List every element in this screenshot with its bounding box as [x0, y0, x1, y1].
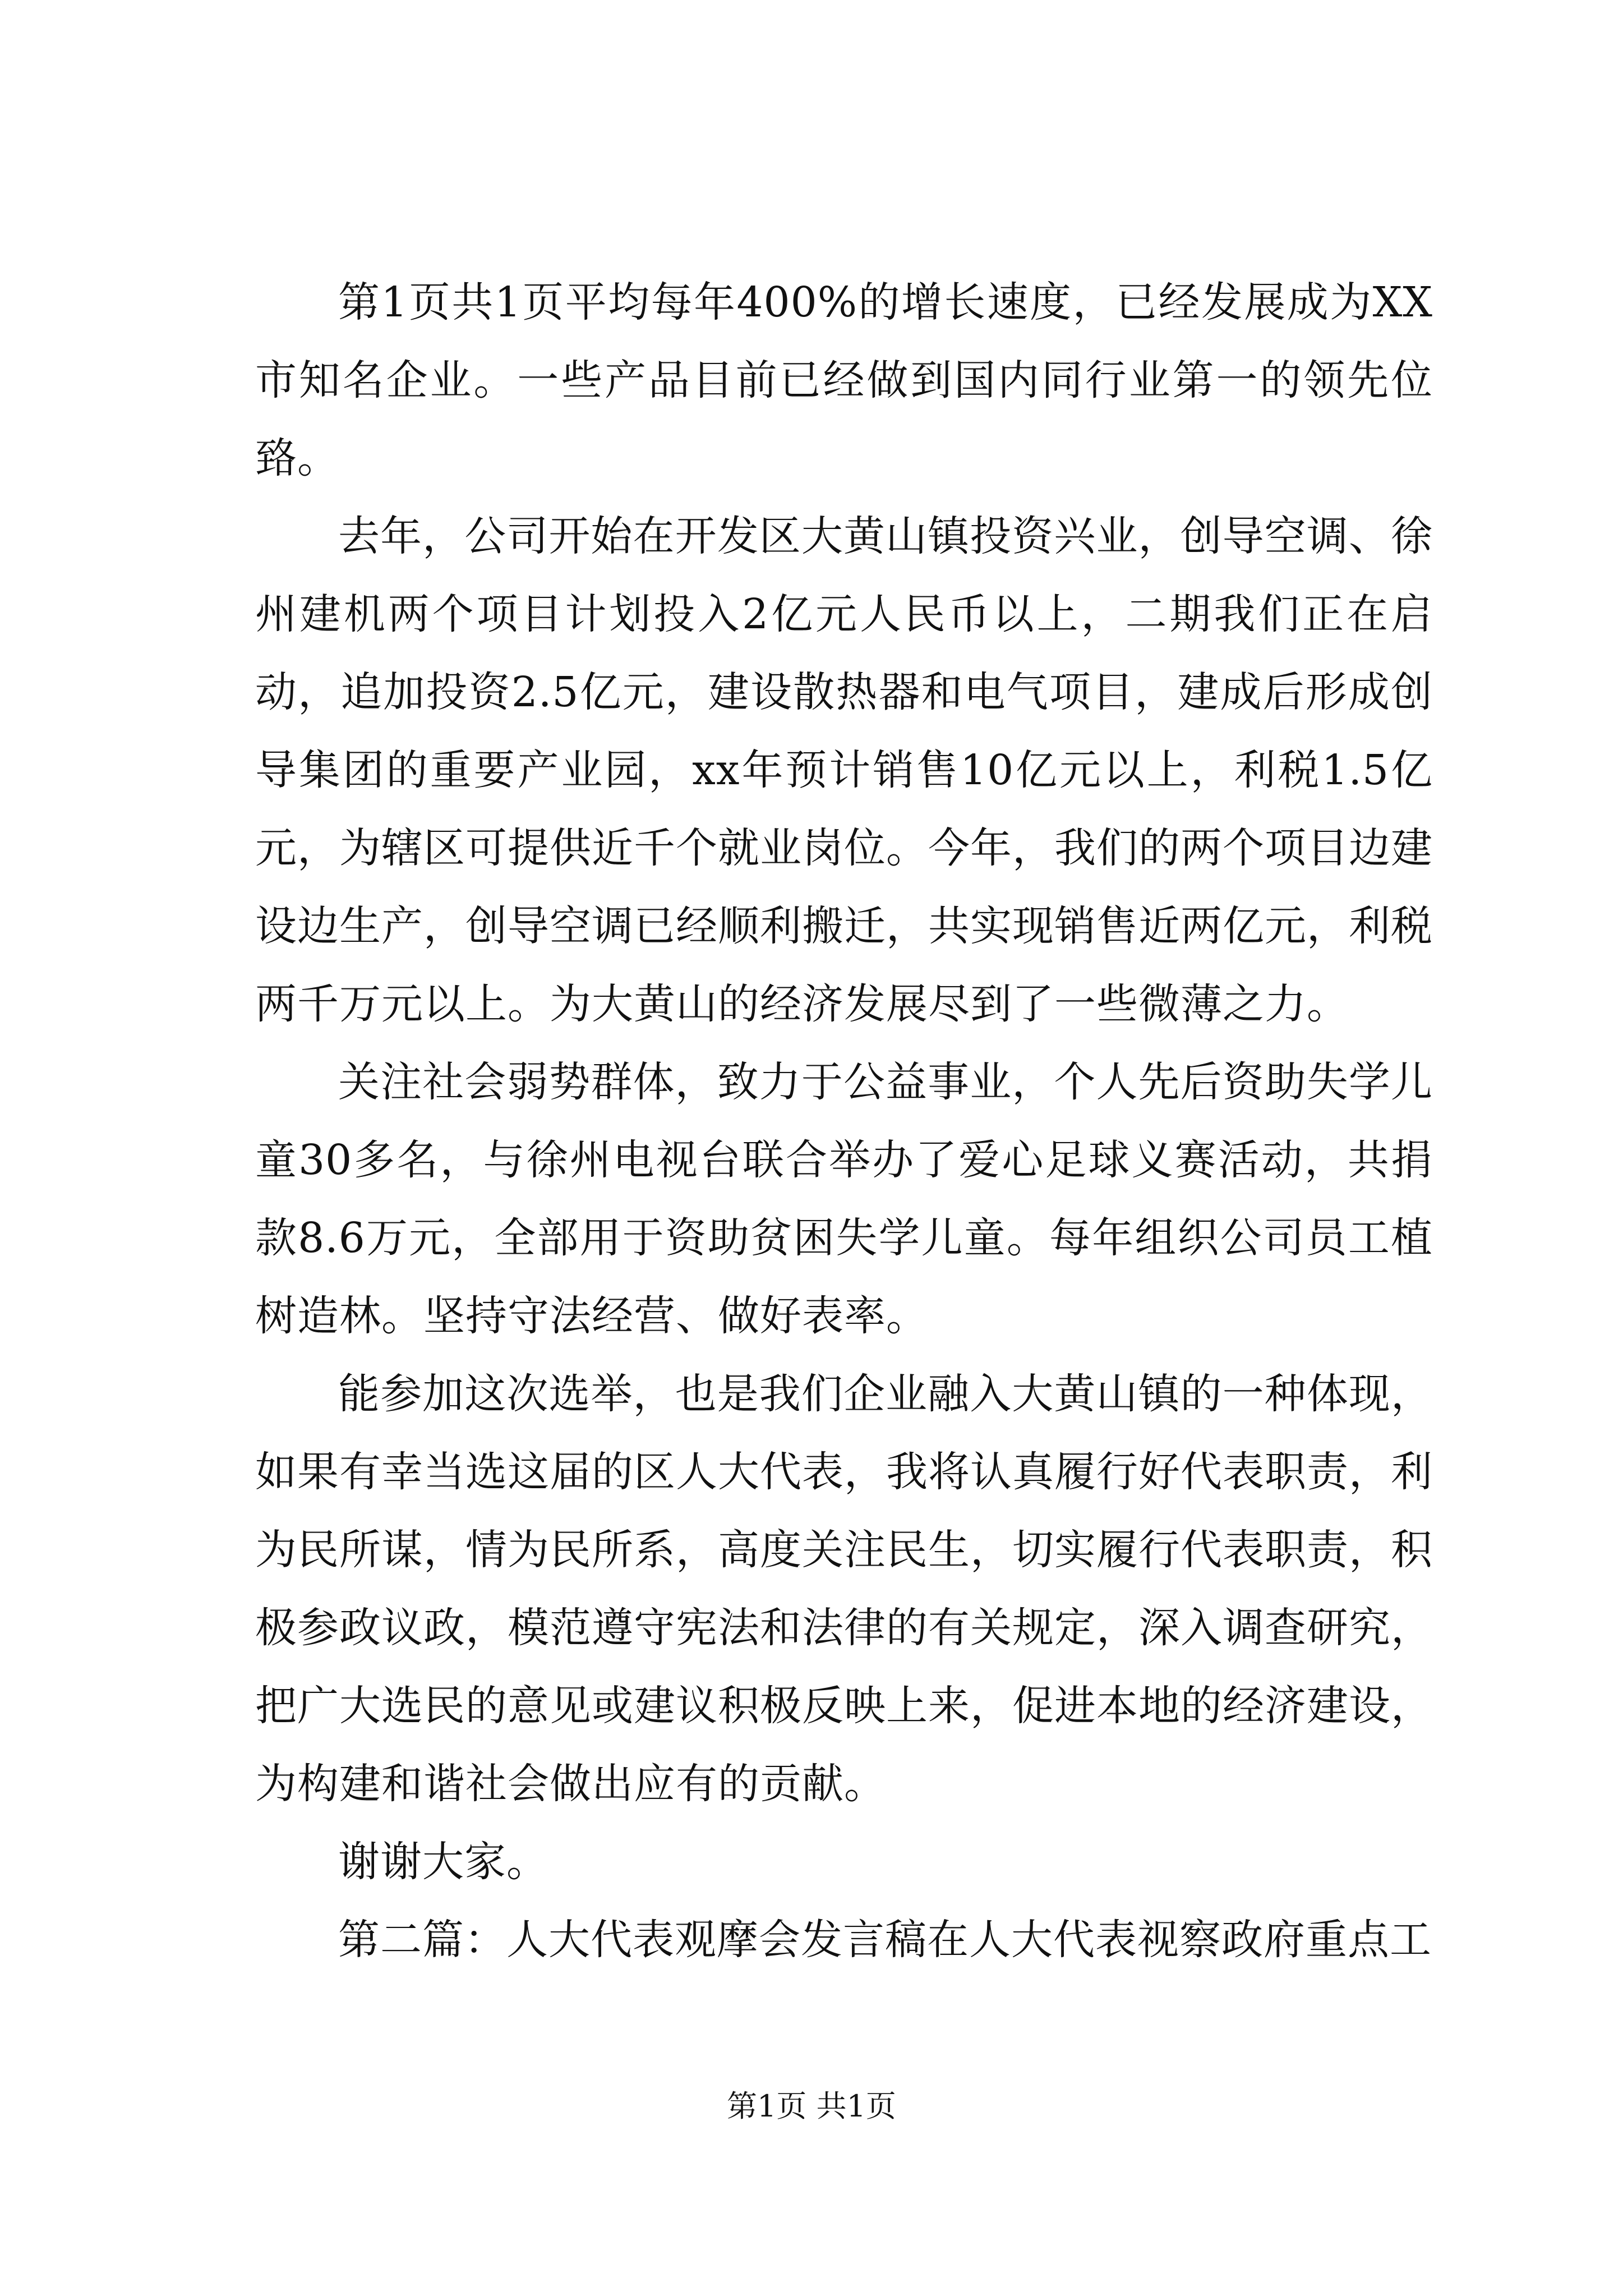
page-number-label: 第1页 共1页 — [727, 2088, 896, 2124]
paragraph-6: 第二篇：人大代表观摩会发言稿在人大代表视察政府重点工 — [338, 1916, 1432, 1964]
paragraph-4: 能参加这次选举，也是我们企业融入大黄山镇的一种体现，如果有幸当选这届的区人大代表，我将认真履行好代表职责，利为民所谋，情为民所系，高度关注民生，切实履行代表职责，积极参政议政，模范遵守宪法和法律的有关规定，深入调查研究，把广大选民的意见或建议积极反映上来，促进本地的经济建设，为构建和谐社会做出应有的贡献。 — [255, 1370, 1433, 1808]
page-footer — [0, 2087, 1623, 2126]
paragraph-2: 去年，公司开始在开发区大黄山镇投资兴业，创导空调、徐州建机两个项目计划投入2亿元人民币以上，二期我们正在启动，追加投资2.5亿元，建设散热器和电气项目，建成后形成创导集团的重要产业园，xx年预计销售10亿元以上，利税1.5亿元，为辖区可提供近千个就业岗位。今年，我们的两个项目边建设边生产，创导空调已经顺利搬迁，共实现销售近两亿元，利税两千万元以上。为大黄山的经济发展尽到了一些微薄之力。 — [255, 512, 1433, 1028]
paragraph-5: 谢谢大家。 — [338, 1838, 548, 1886]
paragraph-1: 第1页共1页平均每年400%的增长速度，已经发展成为XX市知名企业。一些产品目前已经做到国内同行业第一的领先位臵。 — [255, 278, 1433, 482]
paragraph-3: 关注社会弱势群体，致力于公益事业，个人先后资助失学儿童30多名，与徐州电视台联合举办了爱心足球义赛活动，共捐款8.6万元，全部用于资助贫困失学儿童。每年组织公司员工植树造林。坚持守法经营、做好表率。 — [255, 1058, 1433, 1340]
document-body — [255, 264, 1433, 1979]
